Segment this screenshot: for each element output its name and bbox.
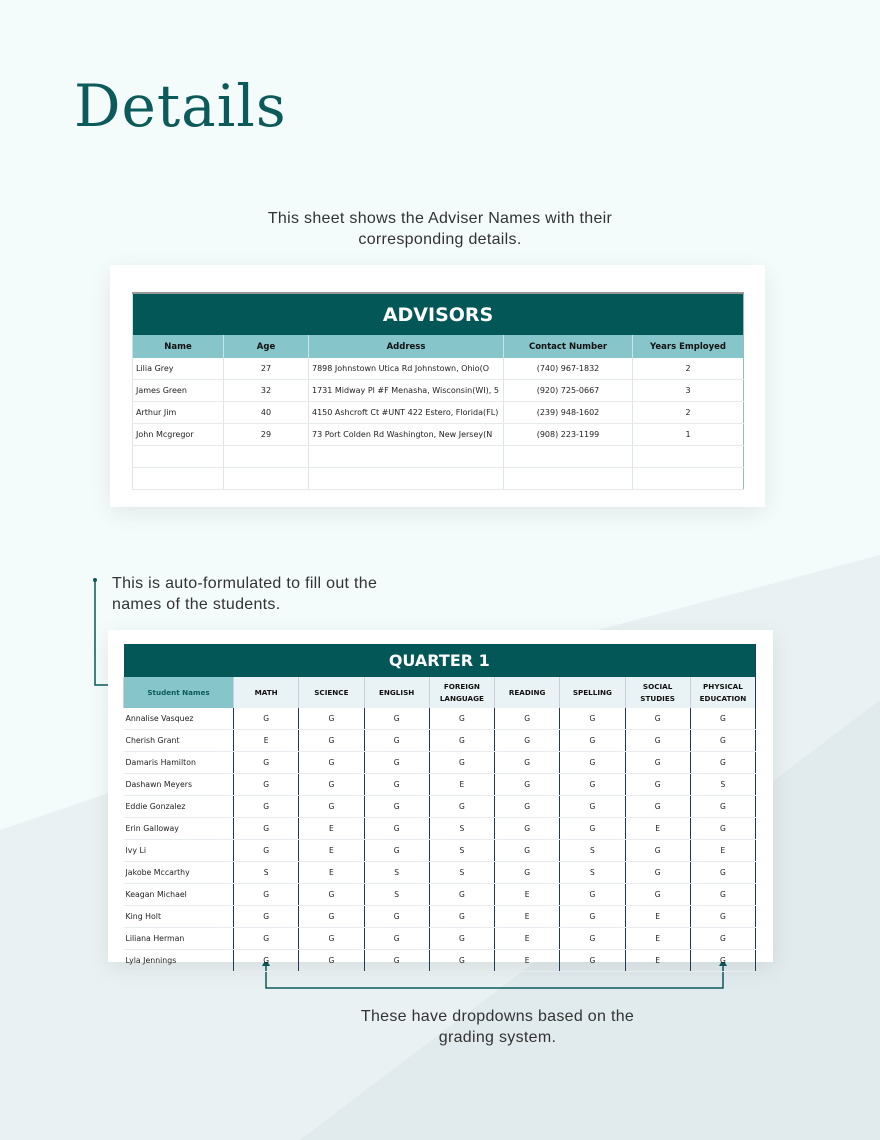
grade-dropdown-cell[interactable]: E: [299, 840, 364, 862]
student-name-cell: Eddie Gonzalez: [124, 796, 234, 818]
table-cell[interactable]: 4150 Ashcroft Ct #UNT 422 Estero, Florida(FL): [309, 402, 504, 424]
grade-dropdown-cell[interactable]: E: [625, 950, 690, 972]
table-cell[interactable]: 1731 Midway Pl #F Menasha, Wisconsin(WI), 5: [309, 380, 504, 402]
column-header: Contact Number: [504, 335, 633, 358]
grade-dropdown-cell[interactable]: G: [560, 818, 625, 840]
column-header: MATH: [234, 677, 299, 708]
grade-dropdown-cell[interactable]: G: [495, 840, 560, 862]
table-row: [124, 950, 756, 972]
grade-dropdown-cell[interactable]: G: [364, 818, 429, 840]
grade-dropdown-cell[interactable]: S: [364, 862, 429, 884]
grade-dropdown-cell[interactable]: S: [234, 862, 299, 884]
table-cell[interactable]: 3: [633, 380, 744, 402]
table-cell[interactable]: Lilia Grey: [133, 358, 224, 380]
grade-dropdown-cell[interactable]: E: [495, 906, 560, 928]
table-row: [133, 468, 744, 490]
grade-dropdown-cell[interactable]: G: [625, 796, 690, 818]
table-row: [124, 840, 756, 862]
table-cell[interactable]: [633, 446, 744, 468]
advisors-note: This sheet shows the Adviser Names with their corresponding details.: [267, 210, 613, 248]
grade-dropdown-cell[interactable]: G: [560, 774, 625, 796]
student-name-cell: Liliana Herman: [124, 928, 234, 950]
student-name-cell: Lyla Jennings: [124, 950, 234, 972]
student-name-cell: Damaris Hamilton: [124, 752, 234, 774]
grade-dropdown-cell[interactable]: G: [299, 752, 364, 774]
grade-dropdown-cell[interactable]: G: [429, 752, 494, 774]
student-name-cell: Annalise Vasquez: [124, 708, 234, 730]
grade-dropdown-cell[interactable]: G: [690, 818, 755, 840]
table-cell[interactable]: (908) 223-1199: [504, 424, 633, 446]
grade-dropdown-cell[interactable]: G: [690, 752, 755, 774]
grade-dropdown-cell[interactable]: G: [299, 708, 364, 730]
grade-dropdown-cell[interactable]: G: [234, 906, 299, 928]
column-header: SPELLING: [560, 677, 625, 708]
table-cell[interactable]: John Mcgregor: [133, 424, 224, 446]
column-header: SOCIAL STUDIES: [625, 677, 690, 708]
grades-note: These have dropdowns based on the grading system.: [360, 1008, 635, 1046]
column-header: SCIENCE: [299, 677, 364, 708]
grade-dropdown-cell[interactable]: G: [234, 818, 299, 840]
grade-dropdown-cell[interactable]: E: [495, 884, 560, 906]
grade-dropdown-cell[interactable]: S: [429, 818, 494, 840]
grade-dropdown-cell[interactable]: G: [690, 708, 755, 730]
table-row: [124, 906, 756, 928]
column-header: Age: [224, 335, 309, 358]
grade-dropdown-cell[interactable]: G: [625, 774, 690, 796]
grade-dropdown-cell[interactable]: G: [429, 708, 494, 730]
table-row: [133, 446, 744, 468]
grade-dropdown-cell[interactable]: S: [560, 862, 625, 884]
grade-dropdown-cell[interactable]: G: [364, 774, 429, 796]
table-row: [124, 862, 756, 884]
grade-dropdown-cell[interactable]: G: [495, 796, 560, 818]
grade-dropdown-cell[interactable]: E: [234, 730, 299, 752]
grade-dropdown-cell[interactable]: G: [625, 840, 690, 862]
column-header: READING: [495, 677, 560, 708]
grade-dropdown-cell[interactable]: S: [429, 862, 494, 884]
table-cell[interactable]: 73 Port Colden Rd Washington, New Jersey(N: [309, 424, 504, 446]
grade-dropdown-cell[interactable]: G: [495, 774, 560, 796]
column-header: Student Names: [124, 677, 234, 708]
table-cell[interactable]: [633, 468, 744, 490]
student-name-cell: Keagan Michael: [124, 884, 234, 906]
table-row: [124, 796, 756, 818]
grade-dropdown-cell[interactable]: G: [495, 730, 560, 752]
grade-dropdown-cell[interactable]: E: [625, 818, 690, 840]
grade-dropdown-cell[interactable]: G: [690, 928, 755, 950]
student-name-cell: Dashawn Meyers: [124, 774, 234, 796]
grade-dropdown-cell[interactable]: S: [560, 840, 625, 862]
column-header: ENGLISH: [364, 677, 429, 708]
grade-dropdown-cell[interactable]: G: [234, 774, 299, 796]
table-row: [133, 402, 744, 424]
grade-dropdown-cell[interactable]: G: [299, 796, 364, 818]
table-row: [124, 708, 756, 730]
grade-dropdown-cell[interactable]: G: [429, 950, 494, 972]
table-cell[interactable]: [504, 468, 633, 490]
grade-dropdown-cell[interactable]: E: [625, 906, 690, 928]
table-cell[interactable]: 1: [633, 424, 744, 446]
grade-dropdown-cell[interactable]: G: [299, 730, 364, 752]
grade-dropdown-cell[interactable]: G: [364, 840, 429, 862]
table-row: [124, 928, 756, 950]
student-name-cell: King Holt: [124, 906, 234, 928]
grade-dropdown-cell[interactable]: S: [364, 884, 429, 906]
grade-dropdown-cell[interactable]: G: [690, 730, 755, 752]
column-header: FOREIGN LANGUAGE: [429, 677, 494, 708]
table-cell[interactable]: James Green: [133, 380, 224, 402]
grade-dropdown-cell[interactable]: G: [560, 950, 625, 972]
grade-dropdown-cell[interactable]: G: [690, 950, 755, 972]
grade-dropdown-cell[interactable]: G: [495, 818, 560, 840]
column-header: Years Employed: [633, 335, 744, 358]
grade-dropdown-cell[interactable]: G: [299, 906, 364, 928]
quarter-table: [123, 644, 756, 972]
table-cell[interactable]: 2: [633, 402, 744, 424]
grade-dropdown-cell[interactable]: G: [234, 928, 299, 950]
student-name-cell: Cherish Grant: [124, 730, 234, 752]
grade-dropdown-cell[interactable]: G: [690, 796, 755, 818]
table-row: [124, 884, 756, 906]
grade-dropdown-cell[interactable]: G: [364, 752, 429, 774]
grade-dropdown-cell[interactable]: G: [429, 730, 494, 752]
grade-dropdown-cell[interactable]: G: [429, 928, 494, 950]
student-name-cell: Erin Galloway: [124, 818, 234, 840]
table-cell[interactable]: [504, 446, 633, 468]
grade-dropdown-cell[interactable]: G: [495, 708, 560, 730]
grade-dropdown-cell[interactable]: G: [234, 708, 299, 730]
table-row: [124, 730, 756, 752]
table-row: [133, 424, 744, 446]
column-header: Name: [133, 335, 224, 358]
students-note: This is auto-formulated to fill out the names of the students.: [112, 575, 378, 613]
table-cell[interactable]: [224, 446, 309, 468]
grade-dropdown-cell[interactable]: G: [560, 928, 625, 950]
table-cell[interactable]: 7898 Johnstown Utica Rd Johnstown, Ohio(O: [309, 358, 504, 380]
grade-dropdown-cell[interactable]: G: [690, 862, 755, 884]
grade-dropdown-cell[interactable]: G: [495, 752, 560, 774]
student-name-cell: Jakobe Mccarthy: [124, 862, 234, 884]
grade-dropdown-cell[interactable]: G: [299, 950, 364, 972]
grade-dropdown-cell[interactable]: G: [560, 906, 625, 928]
table-cell[interactable]: Arthur Jim: [133, 402, 224, 424]
grade-dropdown-cell[interactable]: S: [690, 774, 755, 796]
grade-dropdown-cell[interactable]: G: [364, 928, 429, 950]
grade-dropdown-cell[interactable]: G: [234, 884, 299, 906]
grade-dropdown-cell[interactable]: G: [625, 730, 690, 752]
table-cell[interactable]: (920) 725-0667: [504, 380, 633, 402]
student-name-cell: Ivy Li: [124, 840, 234, 862]
grade-dropdown-cell[interactable]: G: [234, 796, 299, 818]
table-cell[interactable]: [133, 468, 224, 490]
table-row: [124, 774, 756, 796]
grade-dropdown-cell[interactable]: E: [495, 950, 560, 972]
grade-dropdown-cell[interactable]: G: [364, 950, 429, 972]
grade-dropdown-cell[interactable]: G: [625, 884, 690, 906]
grade-dropdown-cell[interactable]: G: [234, 950, 299, 972]
grade-dropdown-cell[interactable]: E: [625, 928, 690, 950]
table-row: [124, 752, 756, 774]
grade-dropdown-cell[interactable]: G: [690, 906, 755, 928]
table-cell[interactable]: (239) 948-1602: [504, 402, 633, 424]
grade-dropdown-cell[interactable]: G: [299, 928, 364, 950]
grade-dropdown-cell[interactable]: E: [690, 840, 755, 862]
grade-dropdown-cell[interactable]: G: [234, 752, 299, 774]
quarter-title: QUARTER 1: [124, 644, 756, 677]
table-cell[interactable]: [309, 468, 504, 490]
grade-dropdown-cell[interactable]: E: [299, 818, 364, 840]
table-cell[interactable]: 2: [633, 358, 744, 380]
grade-dropdown-cell[interactable]: E: [299, 862, 364, 884]
grade-dropdown-cell[interactable]: G: [625, 752, 690, 774]
grade-dropdown-cell[interactable]: G: [429, 906, 494, 928]
table-cell[interactable]: [224, 468, 309, 490]
table-cell[interactable]: (740) 967-1832: [504, 358, 633, 380]
table-cell[interactable]: 40: [224, 402, 309, 424]
grade-dropdown-cell[interactable]: G: [429, 884, 494, 906]
grade-dropdown-cell[interactable]: G: [299, 884, 364, 906]
grade-dropdown-cell[interactable]: E: [495, 928, 560, 950]
column-header: PHYSICAL EDUCATION: [690, 677, 755, 708]
column-header: Address: [309, 335, 504, 358]
advisors-title: ADVISORS: [133, 293, 744, 335]
table-cell[interactable]: 32: [224, 380, 309, 402]
table-row: [133, 358, 744, 380]
table-cell[interactable]: [309, 446, 504, 468]
grade-dropdown-cell[interactable]: G: [560, 884, 625, 906]
grade-dropdown-cell[interactable]: S: [429, 840, 494, 862]
advisors-table: [132, 292, 744, 490]
grade-dropdown-cell[interactable]: G: [364, 906, 429, 928]
table-cell[interactable]: 27: [224, 358, 309, 380]
grade-dropdown-cell[interactable]: G: [495, 862, 560, 884]
table-row: [133, 380, 744, 402]
grade-dropdown-cell[interactable]: G: [234, 840, 299, 862]
grade-dropdown-cell[interactable]: G: [560, 796, 625, 818]
grade-dropdown-cell[interactable]: G: [429, 796, 494, 818]
grade-dropdown-cell[interactable]: G: [560, 708, 625, 730]
grade-dropdown-cell[interactable]: G: [625, 862, 690, 884]
grade-dropdown-cell[interactable]: G: [690, 884, 755, 906]
grade-dropdown-cell[interactable]: G: [364, 730, 429, 752]
table-row: [124, 818, 756, 840]
grade-dropdown-cell[interactable]: G: [364, 796, 429, 818]
grade-dropdown-cell[interactable]: G: [560, 730, 625, 752]
table-cell[interactable]: 29: [224, 424, 309, 446]
grade-dropdown-cell[interactable]: G: [364, 708, 429, 730]
grade-dropdown-cell[interactable]: G: [560, 752, 625, 774]
grade-dropdown-cell[interactable]: G: [299, 774, 364, 796]
grade-dropdown-cell[interactable]: G: [625, 708, 690, 730]
table-cell[interactable]: [133, 446, 224, 468]
grade-dropdown-cell[interactable]: E: [429, 774, 494, 796]
page-title: Details: [74, 72, 287, 140]
